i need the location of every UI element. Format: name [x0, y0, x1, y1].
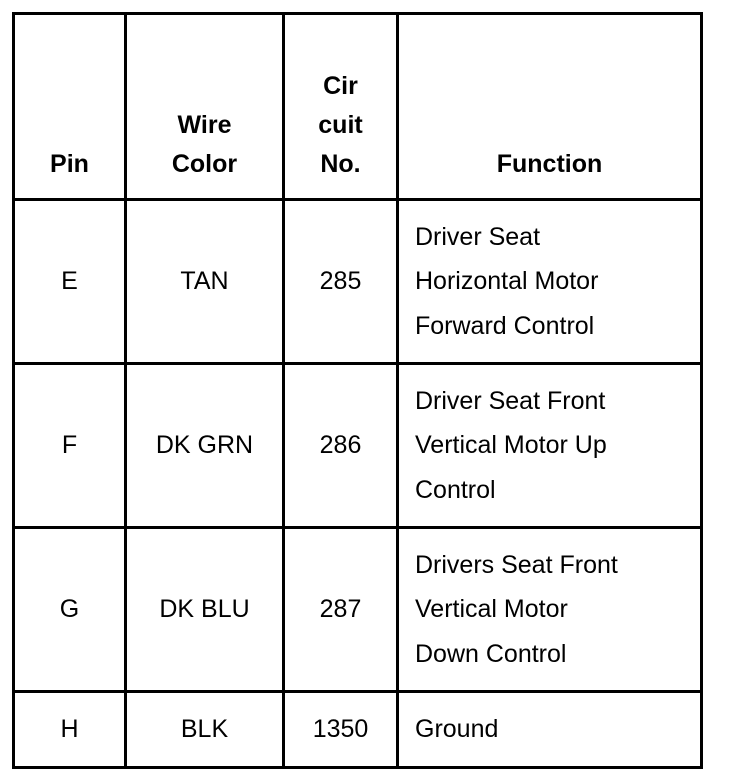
function-line: Vertical Motor: [415, 595, 568, 624]
pin-cell: F: [14, 364, 126, 528]
circuit-cell: 287: [284, 528, 398, 692]
header-wire-color-line2: Color: [171, 150, 238, 178]
header-pin-label: Pin: [50, 150, 89, 178]
pin-cell: E: [14, 200, 126, 364]
header-function-label: Function: [496, 150, 603, 178]
circuit-cell: 1350: [284, 692, 398, 768]
function-line: Forward Control: [415, 311, 595, 340]
function-line: Horizontal Motor: [415, 267, 599, 296]
pin-cell: G: [14, 528, 126, 692]
header-wire-color-line1: Wire: [177, 111, 232, 139]
function-line: Control: [415, 475, 496, 504]
function-cell: [398, 528, 702, 692]
function-line: Down Control: [415, 639, 567, 668]
wire-color-cell: DK BLU: [126, 528, 284, 692]
header-circuit-line3: No.: [320, 150, 361, 178]
pin-cell: H: [14, 692, 126, 768]
function-line: Vertical Motor Up: [415, 431, 607, 460]
header-pin: [14, 14, 126, 200]
header-function: [398, 14, 702, 200]
circuit-cell: 286: [284, 364, 398, 528]
function-line: Driver Seat Front: [415, 386, 606, 415]
header-circuit-number: [284, 14, 398, 200]
function-cell: [398, 200, 702, 364]
wire-color-cell: BLK: [126, 692, 284, 768]
table-row: [14, 364, 702, 528]
function-cell: [398, 692, 702, 768]
wire-color-cell: DK GRN: [126, 364, 284, 528]
header-circuit-line2: cuit: [318, 111, 363, 139]
table-row: [14, 200, 702, 364]
table-row: [14, 692, 702, 768]
function-line: Ground: [415, 715, 499, 744]
header-wire-color: [126, 14, 284, 200]
function-line: Driver Seat: [415, 222, 541, 251]
table-row: [14, 528, 702, 692]
function-line: Drivers Seat Front: [415, 550, 618, 579]
table-header-row: [14, 14, 702, 200]
connector-pinout-table: [12, 12, 703, 769]
function-cell: [398, 364, 702, 528]
circuit-cell: 285: [284, 200, 398, 364]
header-circuit-line1: Cir: [323, 72, 358, 100]
wire-color-cell: TAN: [126, 200, 284, 364]
